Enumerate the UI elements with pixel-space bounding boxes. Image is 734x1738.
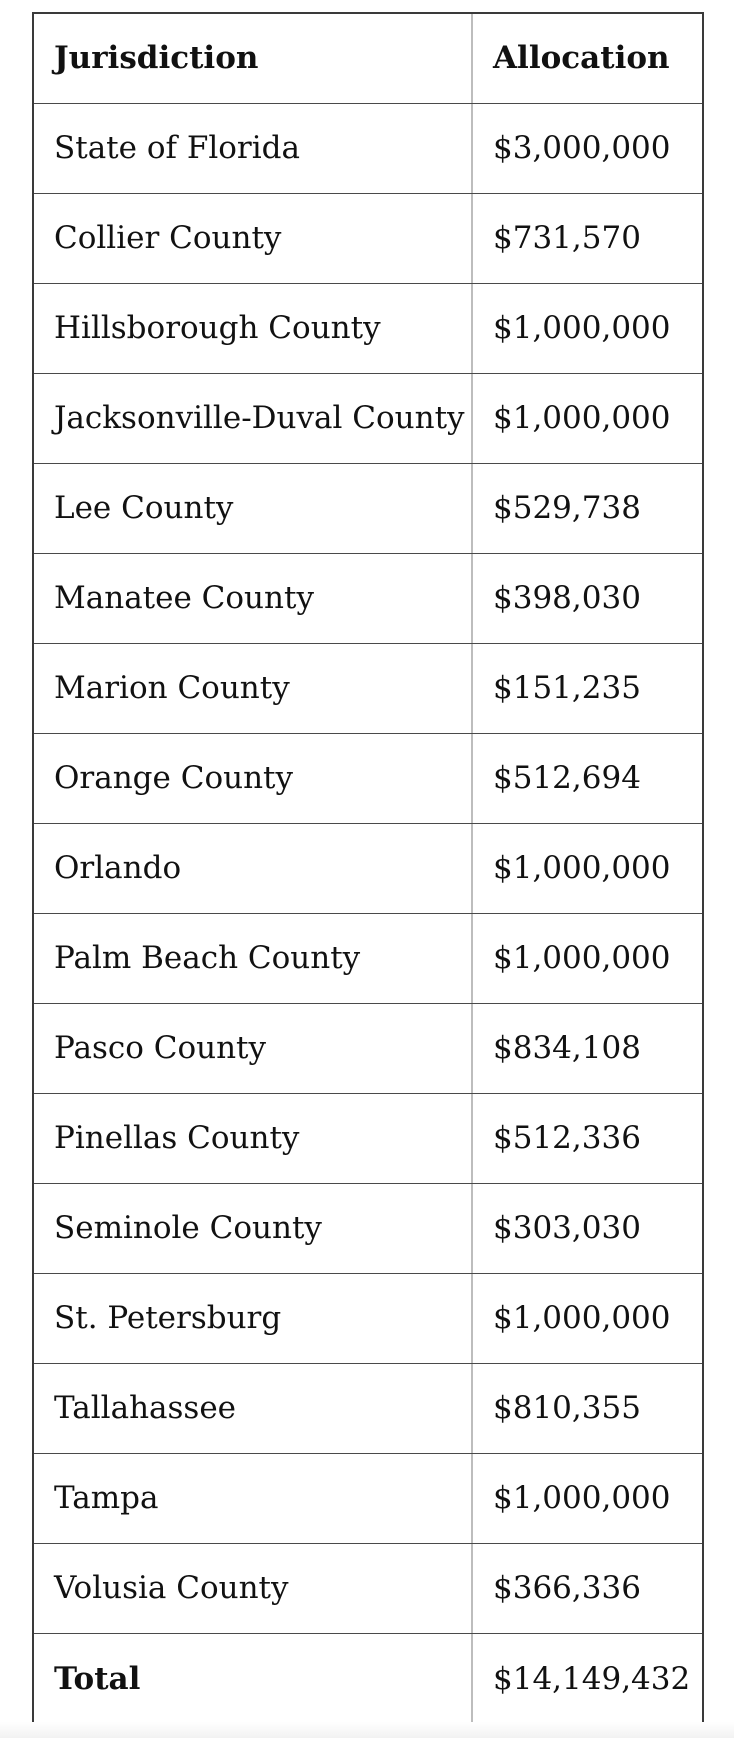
jurisdiction-cell: Jacksonville-Duval County xyxy=(34,374,473,463)
table-row xyxy=(34,824,702,914)
allocation-cell: $1,000,000 xyxy=(493,850,671,886)
table-row xyxy=(34,1364,702,1454)
table-row xyxy=(34,1004,702,1094)
table-row xyxy=(34,644,702,734)
table-row xyxy=(34,1094,702,1184)
jurisdiction-cell: Hillsborough County xyxy=(34,284,473,373)
allocation-cell: $1,000,000 xyxy=(493,400,671,436)
allocation-cell: $512,694 xyxy=(493,760,641,796)
table-header-row xyxy=(34,14,702,104)
allocation-cell: $834,108 xyxy=(493,1030,641,1066)
allocation-cell: $731,570 xyxy=(493,220,641,256)
table-row xyxy=(34,374,702,464)
allocation-cell: $512,336 xyxy=(493,1120,641,1156)
jurisdiction-cell: Manatee County xyxy=(34,554,473,643)
table-row xyxy=(34,554,702,644)
table-row xyxy=(34,914,702,1004)
table-row xyxy=(34,1184,702,1274)
jurisdiction-cell: Volusia County xyxy=(34,1544,473,1633)
header-allocation: Allocation xyxy=(493,40,670,76)
allocation-cell: $810,355 xyxy=(493,1390,641,1426)
jurisdiction-cell: St. Petersburg xyxy=(34,1274,473,1363)
allocation-table xyxy=(32,12,704,1724)
table-row xyxy=(34,104,702,194)
allocation-cell: $1,000,000 xyxy=(493,1300,671,1336)
jurisdiction-cell: Seminole County xyxy=(34,1184,473,1273)
table-row xyxy=(34,1454,702,1544)
jurisdiction-cell: Marion County xyxy=(34,644,473,733)
jurisdiction-cell: Tampa xyxy=(34,1454,473,1543)
table-row xyxy=(34,734,702,824)
allocation-cell: $398,030 xyxy=(493,580,641,616)
jurisdiction-cell: Collier County xyxy=(34,194,473,283)
allocation-cell: $303,030 xyxy=(493,1210,641,1246)
total-label: Total xyxy=(34,1634,473,1724)
jurisdiction-cell: Tallahassee xyxy=(34,1364,473,1453)
page-bottom-shade xyxy=(0,1722,734,1738)
allocation-cell: $366,336 xyxy=(493,1570,641,1606)
allocation-cell: $529,738 xyxy=(493,490,641,526)
jurisdiction-cell: Palm Beach County xyxy=(34,914,473,1003)
total-value: $14,149,432 xyxy=(493,1660,691,1697)
jurisdiction-cell: State of Florida xyxy=(34,104,473,193)
allocation-cell: $1,000,000 xyxy=(493,310,671,346)
jurisdiction-cell: Pasco County xyxy=(34,1004,473,1093)
table-row xyxy=(34,194,702,284)
jurisdiction-cell: Pinellas County xyxy=(34,1094,473,1183)
header-jurisdiction: Jurisdiction xyxy=(34,14,473,103)
table-row xyxy=(34,284,702,374)
allocation-cell: $1,000,000 xyxy=(493,1480,671,1516)
table-row xyxy=(34,1544,702,1634)
table-total-row xyxy=(34,1634,702,1724)
jurisdiction-cell: Lee County xyxy=(34,464,473,553)
allocation-cell: $3,000,000 xyxy=(493,130,671,166)
jurisdiction-cell: Orange County xyxy=(34,734,473,823)
jurisdiction-cell: Orlando xyxy=(34,824,473,913)
table-row xyxy=(34,464,702,554)
allocation-cell: $1,000,000 xyxy=(493,940,671,976)
allocation-cell: $151,235 xyxy=(493,670,641,706)
table-row xyxy=(34,1274,702,1364)
